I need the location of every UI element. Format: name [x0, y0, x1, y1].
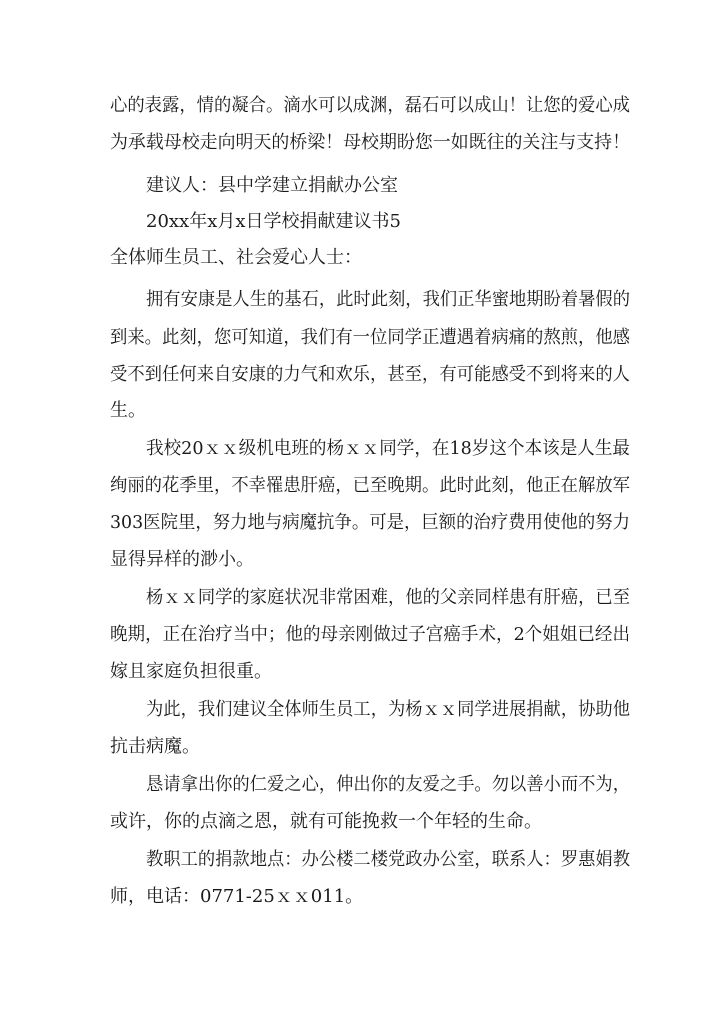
text-line: 抗击病魔。: [110, 736, 200, 757]
text-line: 受不到任何来自安康的力气和欢乐，甚至，有可能感受不到将来的人: [110, 364, 631, 385]
signature-line: 建议人：县中学建立捐献办公室: [146, 175, 398, 196]
text-line: 绚丽的花季里，不幸罹患肝癌，已至晚期。此时此刻，他正在解放军: [110, 475, 631, 496]
text-line: 303医院里，努力地与病魔抗争。可是，巨额的治疗费用使他的努力: [110, 512, 631, 533]
text-line: 为此，我们建议全体师生员工，为杨ｘｘ同学进展捐献，协助他: [146, 699, 630, 720]
text-line: 我校20ｘｘ级机电班的杨ｘｘ同学，在18岁这个本该是人生最: [146, 438, 631, 459]
text-line: 嫁且家庭负担很重。: [110, 661, 272, 682]
text-line: 到来。此刻，您可知道，我们有一位同学正遭遇着病痛的熬煎，他感: [110, 327, 631, 348]
text-line: 杨ｘｘ同学的家庭状况非常困难，他的父亲同样患有肝癌，已至: [146, 587, 630, 608]
text-line: 显得异样的渺小。: [110, 549, 254, 570]
text-line: 心的表露，情的凝合。滴水可以成渊，磊石可以成山！让您的爱心成: [110, 95, 631, 116]
text-line: 为承载母校走向明天的桥梁！母校期盼您一如既往的关注与支持！: [110, 132, 631, 153]
text-line: 晚期，正在治疗当中；他的母亲刚做过子宫癌手术，2个姐姐已经出: [110, 624, 631, 645]
text-line: 恳请拿出你的仁爱之心，伸出你的友爱之手。勿以善小而不为，: [146, 774, 630, 795]
text-line: 教职工的捐款地点：办公楼二楼党政办公室，联系人：罗惠娟教: [146, 849, 630, 870]
document-title: 20xx年x月x日学校捐献建议书5: [146, 211, 401, 232]
text-line: 拥有安康是人生的基石，此时此刻，我们正华蜜地期盼着暑假的: [146, 289, 630, 310]
salutation: 全体师生员工、社会爱心人士：: [110, 247, 362, 268]
contact-line: 师，电话：0771-25ｘｘ011。: [110, 886, 364, 907]
text-line: 或许，你的点滴之恩，就有可能挽救一个年轻的生命。: [110, 811, 542, 832]
text-line: 生。: [110, 400, 146, 421]
